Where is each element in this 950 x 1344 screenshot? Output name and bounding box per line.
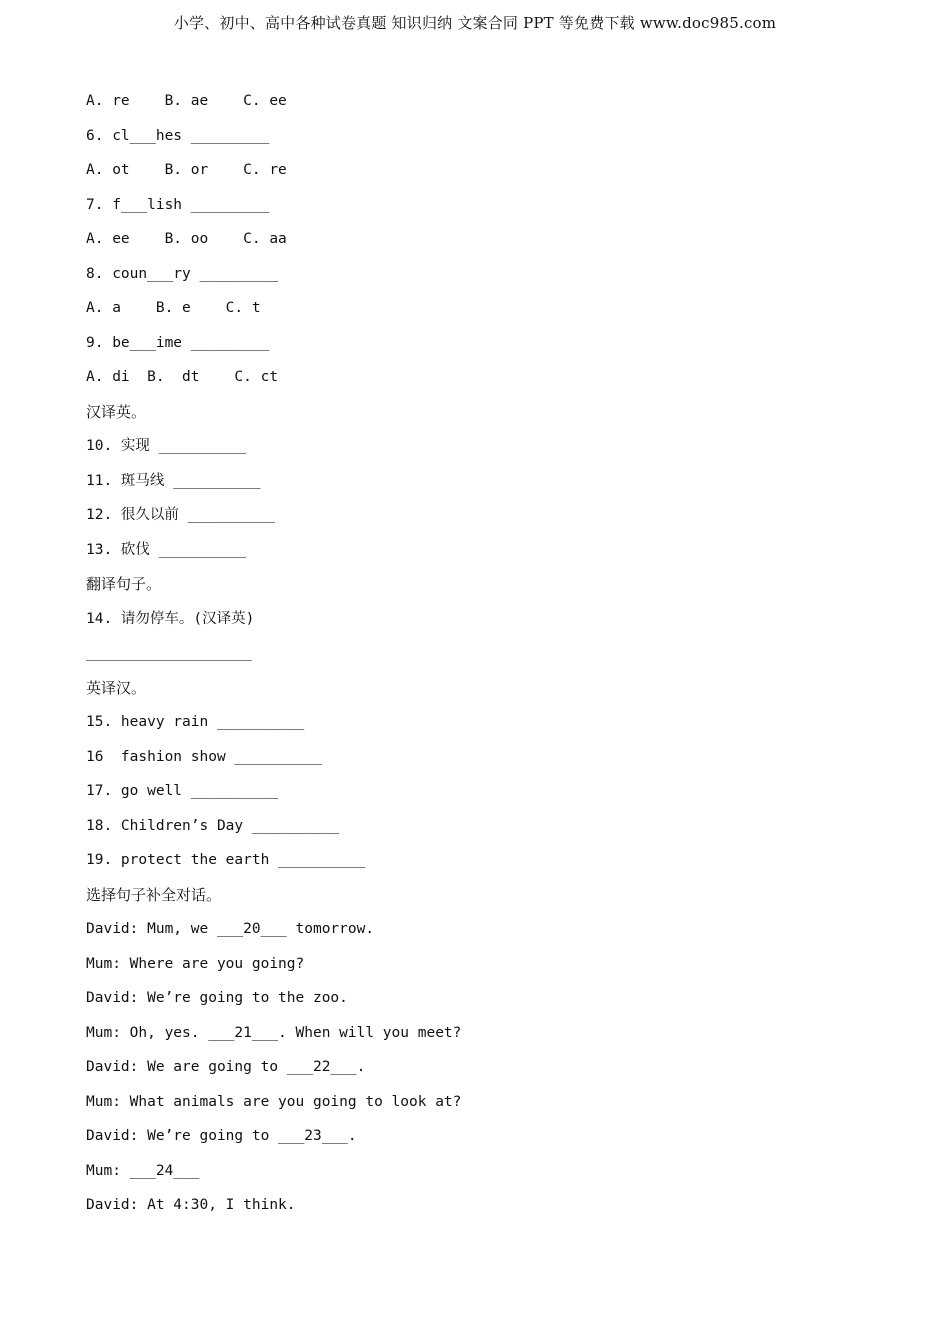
dialogue-line: Mum: Oh, yes. ___21___. When will you meet? — [86, 1024, 462, 1041]
section-heading-dialogue: 选择句子补全对话。 — [86, 885, 222, 904]
question-6: 6. cl___hes _________ — [86, 127, 270, 144]
question-10: 10. 实现 __________ — [86, 438, 246, 454]
page-header: 小学、初中、高中各种试卷真题 知识归纳 文案合同 PPT 等免费下载 www.doc985.com — [173, 14, 777, 32]
dialogue-line: Mum: Where are you going? — [86, 955, 305, 972]
question-11: 11. 斑马线 __________ — [86, 472, 261, 489]
options-q5: A. re B. ae C. ee — [86, 93, 287, 109]
answer-line-14: ___________________ — [86, 645, 252, 661]
options-q7: A. ee B. oo C. aa — [86, 231, 287, 247]
options-q8: A. a B. e C. t — [86, 300, 261, 316]
section-heading-translate-sentence: 翻译句子。 — [86, 575, 162, 593]
dialogue-line: Mum: ___24___ — [86, 1162, 200, 1179]
section-heading-cn-to-en: 汉译英。 — [86, 402, 147, 421]
options-q9: A. di B. dt C. ct — [86, 369, 279, 385]
question-16: 16 fashion show __________ — [86, 748, 322, 765]
dialogue-line: Mum: What animals are you going to look at? — [86, 1093, 462, 1110]
question-14: 14. 请勿停车。(汉译英) — [86, 610, 255, 627]
dialogue-line: David: We are going to ___22___. — [86, 1059, 366, 1075]
section-heading-en-to-cn: 英译汉。 — [86, 678, 147, 697]
dialogue-line: David: Mum, we ___20___ tomorrow. — [86, 921, 375, 937]
dialogue-line: David: We’re going to ___23___. — [86, 1128, 357, 1144]
question-15: 15. heavy rain __________ — [86, 714, 305, 730]
document-body — [86, 88, 886, 1227]
question-19: 19. protect the earth __________ — [86, 852, 366, 868]
question-8: 8. coun___ry _________ — [86, 265, 279, 282]
dialogue-line: David: We’re going to the zoo. — [86, 990, 348, 1006]
question-13: 13. 砍伐 __________ — [86, 541, 246, 558]
question-18: 18. Children’s Day __________ — [86, 817, 340, 834]
question-9: 9. be___ime _________ — [86, 334, 270, 351]
options-q6: A. ot B. or C. re — [86, 162, 287, 178]
dialogue-line: David: At 4:30, I think. — [86, 1197, 296, 1213]
question-7: 7. f___lish _________ — [86, 196, 270, 213]
question-12: 12. 很久以前 __________ — [86, 507, 275, 523]
question-17: 17. go well __________ — [86, 783, 279, 799]
